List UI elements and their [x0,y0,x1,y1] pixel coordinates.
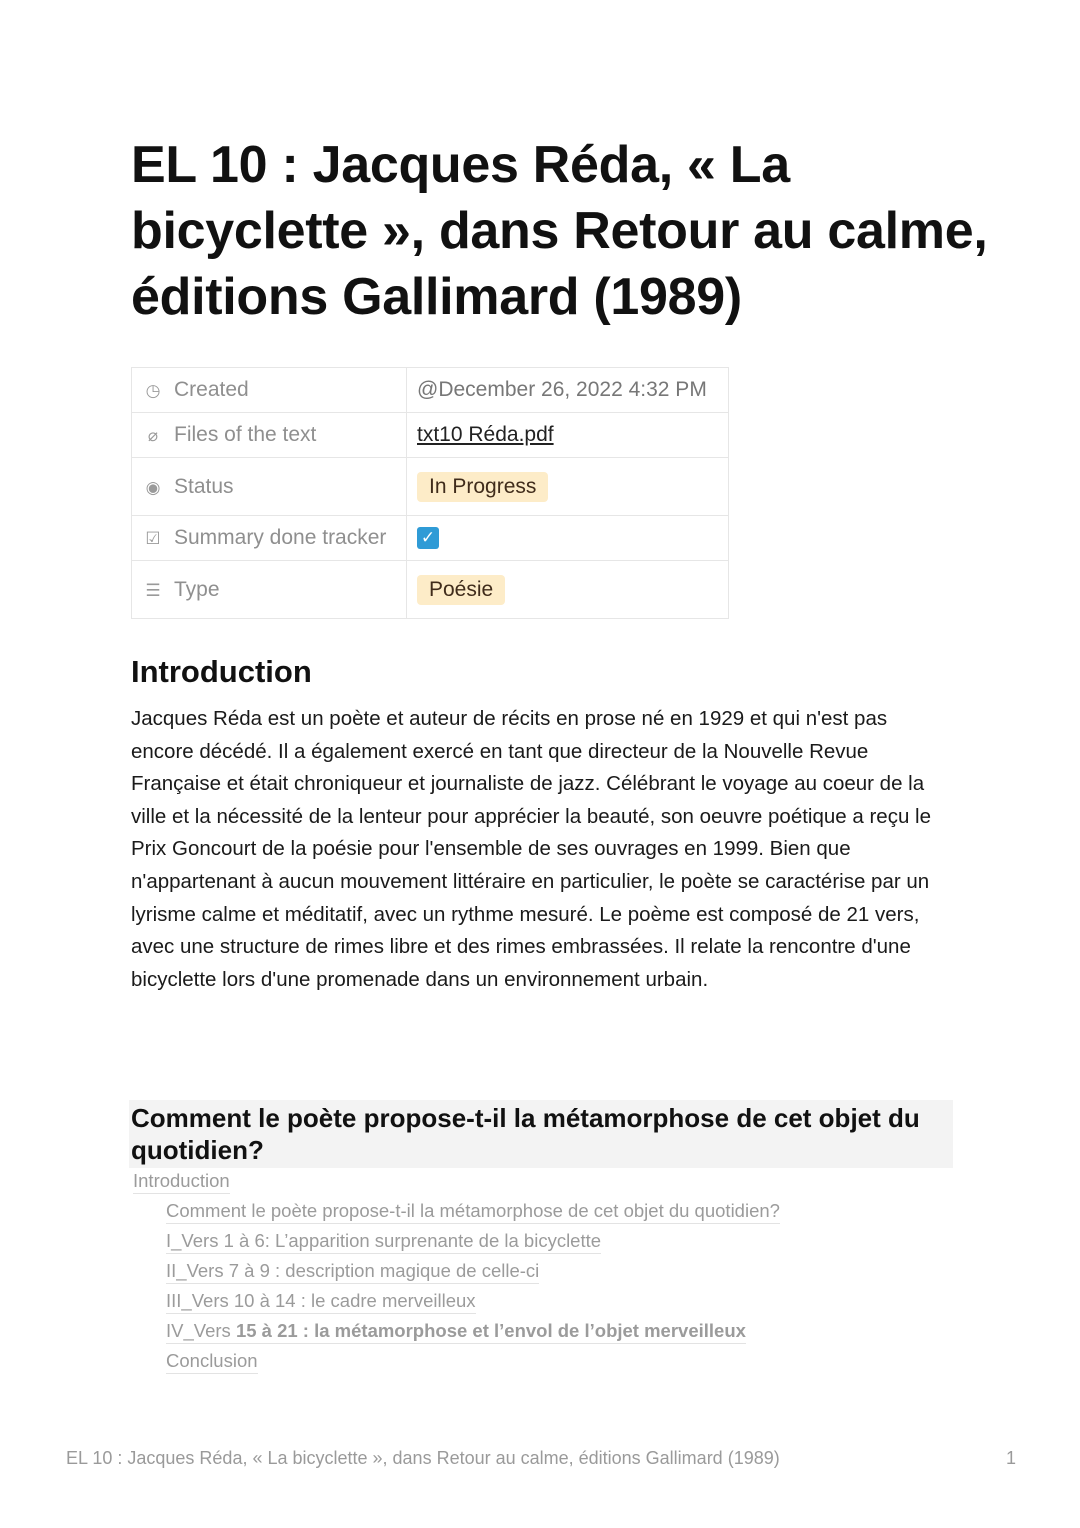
toc-item-introduction[interactable]: Introduction [133,1170,230,1194]
property-key: ◉ Status [132,458,407,516]
created-date-value: @December 26, 2022 4:32 PM [407,368,729,413]
toc-item-conclusion[interactable]: Conclusion [166,1350,258,1374]
introduction-heading: Introduction [131,654,312,689]
property-key: ⌀ Files of the text [132,413,407,458]
summary-done-checkbox[interactable]: ✓ [417,527,439,549]
footer-title: EL 10 : Jacques Réda, « La bicyclette », dans Retour au calme, éditions Gallimard (1989) [66,1448,780,1468]
property-key: ◷ Created [132,368,407,413]
property-row-type [132,561,729,619]
toc-item-question[interactable]: Comment le poète propose-t-il la métamorphose de cet objet du quotidien? [166,1200,780,1224]
toc-item-part-4[interactable]: IV_Vers 15 à 21 : la métamorphose et l’envol de l’objet merveilleux [166,1320,746,1344]
properties-table [131,367,729,619]
page-title: EL 10 : Jacques Réda, « La bicyclette », dans Retour au calme, éditions Gallimard (1989) [131,136,988,326]
property-row-summary-tracker [132,516,729,561]
toc-item-part-1[interactable]: I_Vers 1 à 6: L’apparition surprenante de la bicyclette [166,1230,601,1254]
file-link[interactable]: txt10 Réda.pdf [417,423,554,446]
toc-item-part-2[interactable]: II_Vers 7 à 9 : description magique de celle-ci [166,1260,539,1284]
property-key: ☑ Summary done tracker [132,516,407,561]
paperclip-icon: ⌀ [147,426,159,445]
list-icon: ☰ [145,580,161,600]
question-heading: Comment le poète propose-t-il la métamorphose de cet objet du quotidien? [129,1100,953,1168]
property-key: ☰ Type [132,561,407,619]
page-number: 1 [1005,1448,1016,1468]
clock-icon: ◷ [145,381,161,400]
property-row-status [132,458,729,516]
toc-item-part-3[interactable]: III_Vers 10 à 14 : le cadre merveilleux [166,1290,476,1314]
introduction-paragraph: Jacques Réda est un poète et auteur de récits en prose né en 1929 et qui n'est pas encore décédé. Il a également exercé en tant que directeur de la Nouvelle Revue Française et était chroniqueur et journaliste de jazz. Célébrant le voyage au coeur de la ville et la nécessité de la lenteur pour apprécier la beauté, son oeuvre poétique a reçu le Prix Goncourt de la poésie pour l'ensemble de ses ouvrages en 1999. Bien que n'appartenant à aucun mouvement littéraire en particulier, le poète se caractérise par un lyrisme calme et méditatif, avec un rythme mesuré. Le poème est composé de 21 vers, avec une structure de rimes libre et des rimes embrassées. Il relate la rencontre d'une bicyclette lors d'une promenade dans un environnement urbain. [131,707,932,991]
status-badge[interactable]: In Progress [417,472,548,502]
property-row-created [132,368,729,413]
status-icon: ◉ [145,477,161,497]
checkbox-icon: ☑ [145,529,161,548]
type-badge[interactable]: Poésie [417,575,505,605]
property-row-files [132,413,729,458]
